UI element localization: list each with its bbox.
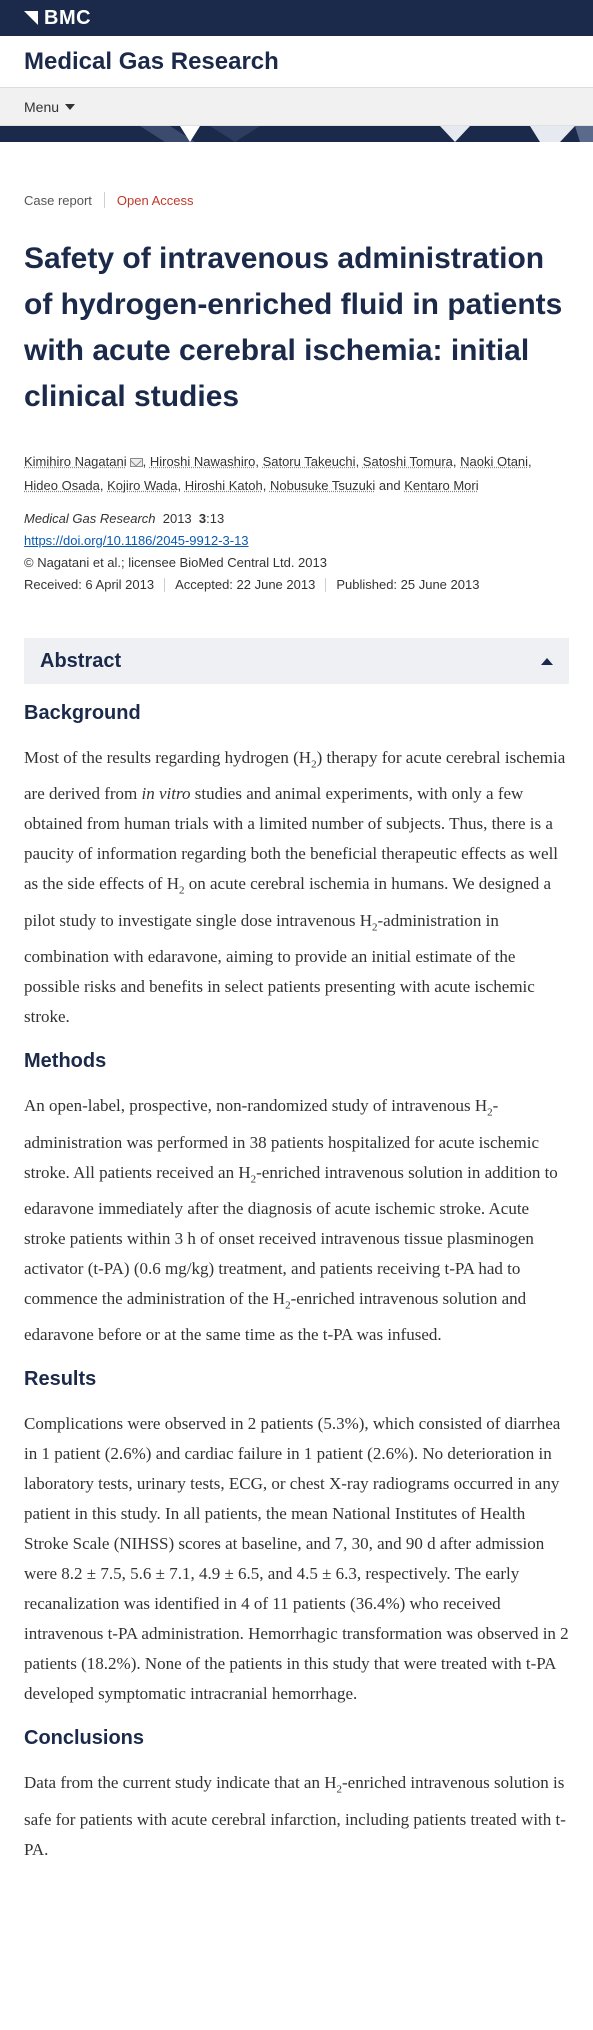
abstract-background (24, 702, 569, 1032)
brand-name: BMC (44, 6, 92, 29)
author-link[interactable]: Kojiro Wada (107, 478, 178, 493)
author-link[interactable]: Hideo Osada (24, 478, 100, 493)
section-body: An open-label, prospective, non-randomized study of intravenous $H_2$-administration was performed in 38 patients hospitalized for acute ischemic stroke. All patients received an $H_2$-enriched intravenous solution in addition to edaravone immediately after the diagnosis of acute ischemic stroke. Acute stroke patients within 3 h of onset received intravenous tissue plasminogen activator (t-PA) (0.6 mg/kg) treatment, and patients receiving t-PA had to commence the administration of the $H_2$-enriched intravenous solution and edaravone before or at the same time as the t-PA was infused. (24, 1096, 558, 1345)
copyright-line: © Nagatani et al.; licensee BioMed Central Ltd. 2013 (24, 555, 327, 570)
menu-bar (0, 88, 593, 126)
menu-label: Menu (24, 98, 60, 115)
author-link[interactable]: Kimihiro Nagatani (24, 454, 127, 469)
author-link[interactable]: Kentaro Mori (404, 478, 479, 493)
section-heading: Background (24, 702, 141, 724)
published-date: Published: 25 June 2013 (336, 577, 480, 592)
received-date: Received: 6 April 2013 (24, 577, 155, 592)
abstract-conclusions (24, 1727, 569, 1864)
chevron-down-icon (65, 104, 75, 110)
publisher-bar (0, 0, 593, 36)
open-access-badge: Open Access (116, 192, 194, 208)
citation-journal: Medical Gas Research (24, 511, 156, 526)
author-link[interactable]: Naoki Otani (460, 454, 529, 469)
article-dates (24, 574, 569, 596)
citation-article-number: :13 (206, 511, 225, 526)
citation-year: 2013 (162, 511, 192, 526)
abstract-toggle[interactable] (24, 638, 569, 684)
author-list: Kimihiro Nagatani , Hiroshi Nawashiro, Satoru Takeuchi, Satoshi Tomura, Naoki Otani, Hideo Osada, Kojiro Wada, Hiroshi Katoh, Nobusuke Tsuzuki and Kentaro Mori (24, 454, 532, 493)
author-link[interactable]: Nobusuke Tsuzuki (269, 478, 376, 493)
section-body: Data from the current study indicate that an $H_2$-enriched intravenous solution is safe for patients with acute cerebral infarction, including patients treated with t-PA. (24, 1773, 566, 1859)
menu-button[interactable] (24, 99, 75, 115)
doi-link[interactable]: https://doi.org/10.1186/2045-9912-3-13 (24, 533, 249, 548)
journal-header (0, 36, 593, 88)
author-link[interactable]: Satoshi Tomura (362, 454, 453, 469)
section-body: Most of the results regarding hydrogen $(H_2)$ therapy for acute cerebral ischemia are derived from in vitro studies and animal experiments, with only a few obtained from human trials with a limited number of subjects. Thus, there is a paucity of information regarding both the beneficial therapeutic effects as well as the side effects of $H_2$ on acute cerebral ischemia in humans. We designed a pilot study to investigate single dose intravenous $H_2$-administration in combination with edaravone, aiming to provide an initial estimate of the possible risks and benefits in select patients presenting with acute ischemic stroke. (24, 748, 566, 1027)
mail-icon[interactable] (130, 458, 143, 467)
divider (104, 192, 105, 208)
divider (164, 578, 165, 592)
bmc-logo-icon (24, 11, 38, 25)
citation-line (24, 508, 569, 530)
journal-title-link[interactable]: Medical Gas Research (24, 47, 279, 75)
section-body: Complications were observed in 2 patients (5.3%), which consisted of diarrhea in 1 patient (2.6%) and cardiac failure in 1 patient (2.6%). No deterioration in laboratory tests, urinary tests, ECG, or chest X-ray radiograms occurred in any patient in this study. In all patients, the mean National Institutes of Health Stroke Scale (NIHSS) scores at baseline, and 7, 30, and 90 d after admission were 8.2 ± 7.5, 5.6 ± 7.1, 4.9 ± 6.5, and 4.5 ± 6.3, respectively. The early recanalization was identified in 4 of 11 patients (36.4%) who received intravenous t-PA administration. Hemorrhagic transformation was observed in 2 patients (18.2%). None of the patients in this study that were treated with t-PA developed symptomatic intracranial hemorrhage. (24, 1414, 569, 1704)
section-heading: Results (24, 1368, 97, 1391)
abstract-title: Abstract (40, 649, 122, 672)
decorative-pattern-band (0, 126, 593, 142)
author-link[interactable]: Satoru Takeuchi (262, 454, 356, 469)
article-title: Safety of intravenous administration of hydrogen-enriched fluid in patients with acute cerebral ischemia: initial clinical studies (24, 242, 563, 413)
bmc-logo[interactable] (24, 7, 91, 30)
accepted-date: Accepted: 22 June 2013 (175, 577, 316, 592)
chevron-up-icon (541, 658, 553, 665)
doi-row (24, 530, 569, 552)
article-type: Case report (24, 192, 92, 208)
author-conjunction: and (378, 478, 401, 493)
article-meta-top (24, 192, 569, 208)
decorative-pattern (0, 126, 593, 142)
abstract-results (24, 1368, 569, 1709)
divider (325, 578, 326, 592)
author-link[interactable]: Hiroshi Katoh (184, 478, 263, 493)
section-heading: Methods (24, 1050, 107, 1073)
abstract-methods (24, 1050, 569, 1350)
author-link[interactable]: Hiroshi Nawashiro (149, 454, 256, 469)
citation-volume: 3 (198, 511, 207, 526)
section-heading: Conclusions (24, 1727, 145, 1750)
